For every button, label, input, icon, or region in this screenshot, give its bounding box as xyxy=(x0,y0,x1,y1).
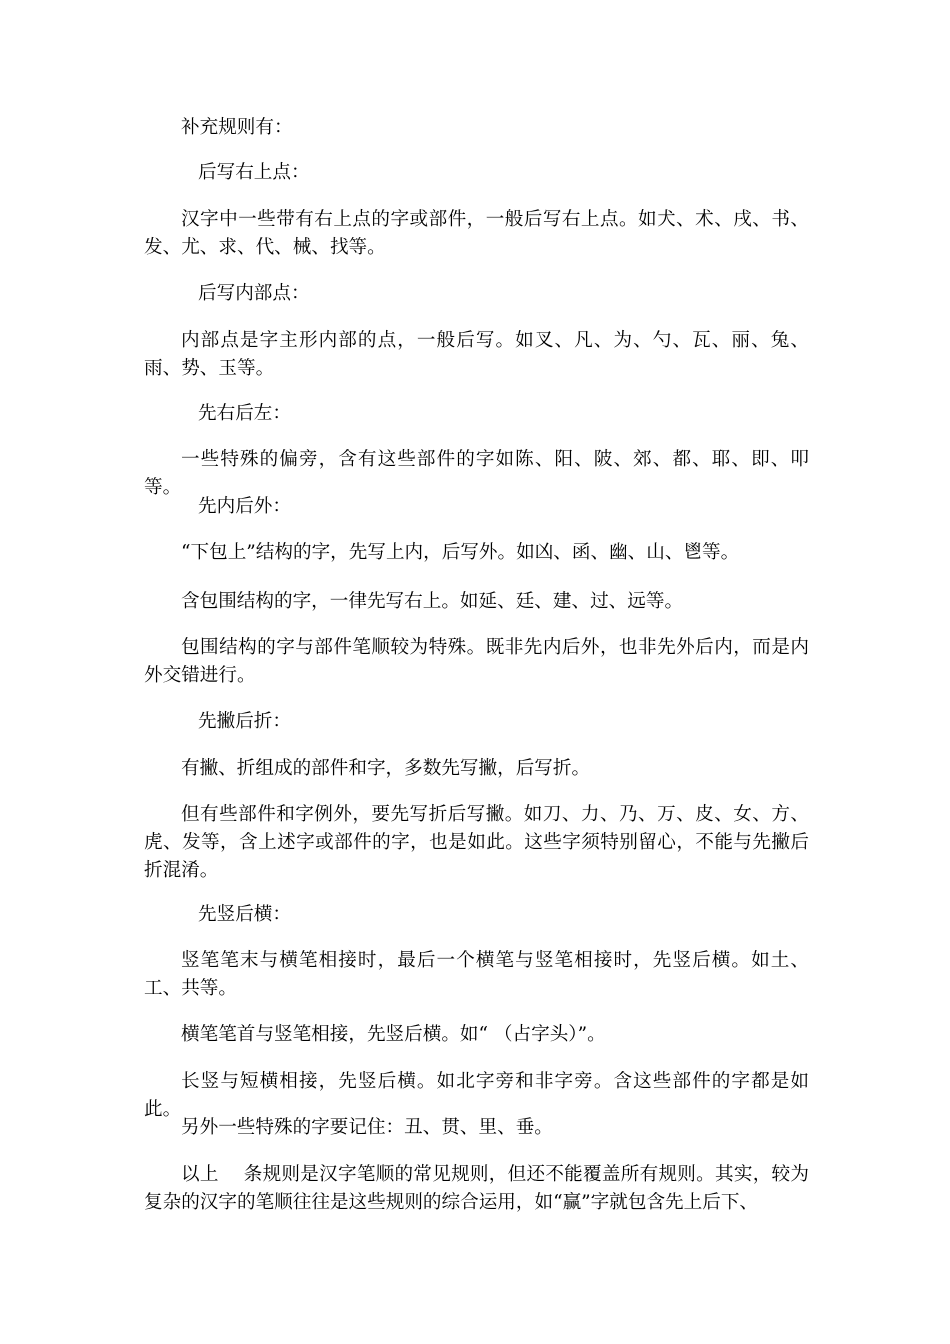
heading-right-top-dot: 后写右上点： xyxy=(198,162,310,183)
heading-left-falling-then-turning: 先撇后折： xyxy=(198,711,291,732)
paragraph-inner-outer-1: “下包上”结构的字，先写上内，后写外。如凶、函、幽、山、鬯等。 xyxy=(181,542,740,563)
heading-inner-then-outer: 先内后外： xyxy=(198,496,291,517)
paragraph-conclusion: 以上 条规则是汉字笔顺的常见规则，但还不能覆盖所有规则。其实，较为复杂的汉字的笔顺往往是这些规则的综合运用，如“赢”字就包含先上后下、 xyxy=(144,1164,809,1213)
paragraph-inner-dot: 内部点是字主形内部的点，一般后写。如叉、凡、为、勺、瓦、丽、兔、雨、势、玉等。 xyxy=(144,330,809,379)
paragraph-left-falling-2: 但有些部件和字例外，要先写折后写撇。如刀、力、乃、万、皮、女、方、虎、发等，含上述字或部件的字，也是如此。这些字须特别留心，不能与先撇后折混淆。 xyxy=(144,804,809,881)
paragraph-left-falling-1: 有撇、折组成的部件和字，多数先写撇，后写折。 xyxy=(181,758,591,779)
heading-vertical-then-horizontal: 先竖后横： xyxy=(198,904,291,925)
paragraph-right-top-dot: 汉字中一些带有右上点的字或部件，一般后写右上点。如犬、术、戌、书、发、尤、求、代、械、找等。 xyxy=(144,209,809,258)
supplement-intro: 补充规则有： xyxy=(181,117,293,138)
heading-right-then-left: 先右后左： xyxy=(198,403,291,424)
paragraph-vertical-1: 竖笔笔末与横笔相接时，最后一个横笔与竖笔相接时，先竖后横。如土、工、共等。 xyxy=(144,950,809,999)
paragraph-right-then-left: 一些特殊的偏旁，含有这些部件的字如陈、阳、陂、郊、都、耶、即、叩等。 xyxy=(144,449,809,498)
paragraph-inner-outer-2: 含包围结构的字，一律先写右上。如延、廷、建、过、远等。 xyxy=(181,591,684,612)
heading-inner-dot: 后写内部点： xyxy=(198,283,310,304)
paragraph-vertical-2: 横笔笔首与竖笔相接，先竖后横。如“ （占字头）”。 xyxy=(181,1024,606,1045)
paragraph-vertical-3: 长竖与短横相接，先竖后横。如北字旁和非字旁。含这些部件的字都是如此。 xyxy=(144,1071,809,1120)
paragraph-special-chars: 另外一些特殊的字要记住：丑、贯、里、垂。 xyxy=(181,1117,553,1138)
paragraph-inner-outer-3: 包围结构的字与部件笔顺较为特殊。既非先内后外，也非先外后内，而是内外交错进行。 xyxy=(144,637,809,686)
